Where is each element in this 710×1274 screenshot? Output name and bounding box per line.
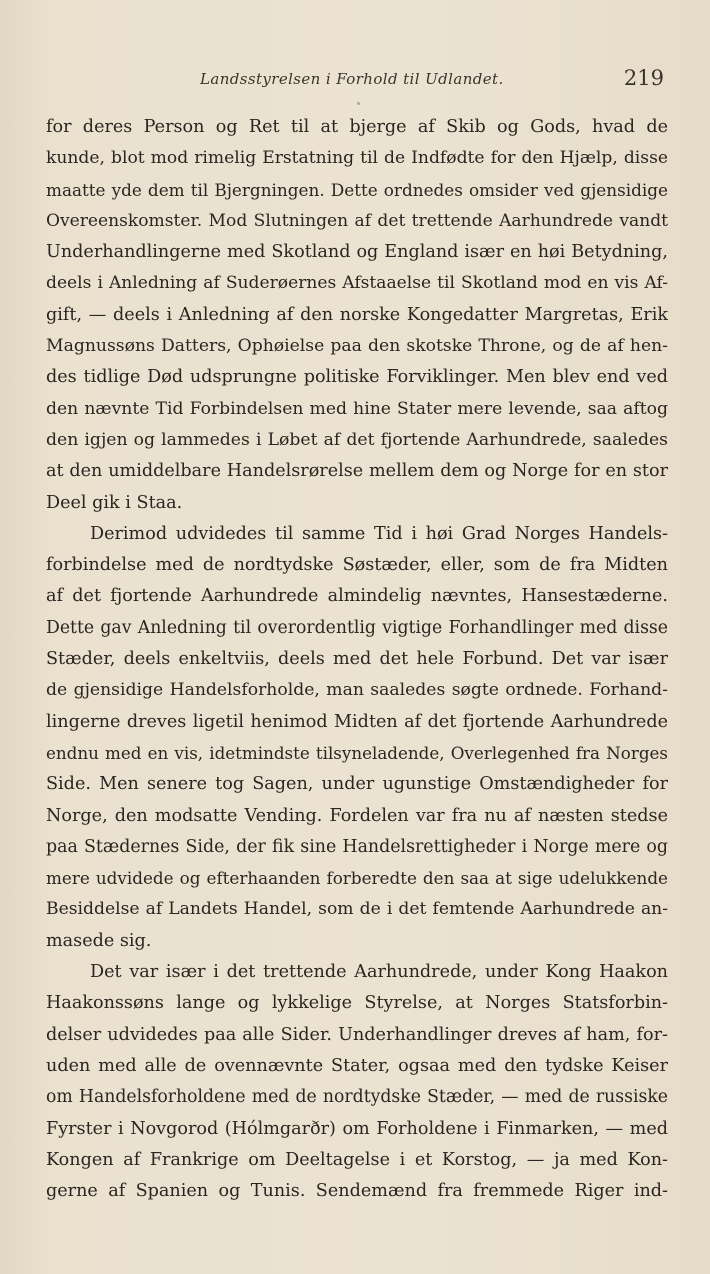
text-line: Dette gav Anledning til overordentlig vigtige Forhandlinger med disse xyxy=(46,617,668,638)
text-line: Besiddelse af Landets Handel, som de i det femtende Aarhundrede an- xyxy=(46,899,668,920)
paragraph-end-line: masede sig. xyxy=(46,930,152,951)
text-line: Norge, den modsatte Vending. Fordelen var fra nu af næsten stedse xyxy=(46,805,668,826)
paragraph-start-line: Derimod udvidedes til samme Tid i høi Grad Norges Handels- xyxy=(90,523,668,544)
text-line: Magnussøns Datters, Ophøielse paa den skotske Throne, og de af hen- xyxy=(46,336,668,357)
text-line: af det fjortende Aarhundrede almindelig nævntes, Hansestæderne. xyxy=(46,586,668,607)
text-line: Fyrster i Novgorod (Hólmgarðr) om Forholdene i Finmarken, — med xyxy=(46,1118,668,1139)
text-line: Stæder, deels enkeltviis, deels med det hele Forbund. Det var især xyxy=(46,649,668,670)
text-line: mere udvidede og efterhaanden forberedte den saa at sige udelukkende xyxy=(46,868,668,889)
text-line: gerne af Spanien og Tunis. Sendemænd fra fremmede Riger ind- xyxy=(46,1181,668,1202)
paper-speck xyxy=(357,102,360,105)
text-line: delser udvidedes paa alle Sider. Underhandlinger dreves af ham, for- xyxy=(46,1024,668,1045)
page-number: 219 xyxy=(623,66,664,90)
text-line: Haakonssøns lange og lykkelige Styrelse, at Norges Statsforbin- xyxy=(46,993,668,1014)
text-line: maatte yde dem til Bjergningen. Dette ordnedes omsider ved gjensidige xyxy=(46,179,668,200)
text-line: Kongen af Frankrige om Deeltagelse i et Korstog, — ja med Kon- xyxy=(46,1149,668,1170)
text-line: forbindelse med de nordtydske Søstæder, eller, som de fra Midten xyxy=(46,555,668,576)
text-line: Side. Men senere tog Sagen, under ugunstige Omstændigheder for xyxy=(46,774,668,795)
text-line: at den umiddelbare Handelsrørelse mellem dem og Norge for en stor xyxy=(46,461,668,482)
text-line: des tidlige Død udsprungne politiske Forviklinger. Men blev end ved xyxy=(46,367,668,388)
text-line: Overeenskomster. Mod Slutningen af det trettende Aarhundrede vandt xyxy=(46,210,668,231)
text-line: endnu med en vis, idetmindste tilsyneladende, Overlegenhed fra Norges xyxy=(46,742,668,763)
text-line: deels i Anledning af Suderøernes Afstaaelse til Skotland mod en vis Af- xyxy=(46,273,668,294)
text-line: gift, — deels i Anledning af den norske Kongedatter Margretas, Erik xyxy=(46,304,668,325)
text-line: den igjen og lammedes i Løbet af det fjortende Aarhundrede, saaledes xyxy=(46,429,668,450)
running-title: Landsstyrelsen i Forhold til Udlandet. xyxy=(200,70,504,88)
text-line: paa Stædernes Side, der fik sine Handelsrettigheder i Norge mere og xyxy=(46,836,668,857)
text-line: uden med alle de ovennævnte Stater, ogsaa med den tydske Keiser xyxy=(46,1055,668,1076)
text-line: de gjensidige Handelsforholde, man saaledes søgte ordnede. Forhand- xyxy=(46,680,668,701)
text-line: lingerne dreves ligetil henimod Midten af det fjortende Aarhundrede xyxy=(46,711,668,732)
running-head xyxy=(0,66,710,96)
paragraph-start-line: Det var især i det trettende Aarhundrede, under Kong Haakon xyxy=(90,962,668,983)
paragraph-end-line: Deel gik i Staa. xyxy=(46,492,183,513)
body-text xyxy=(46,112,668,1207)
text-line: den nævnte Tid Forbindelsen med hine Stater mere levende, saa aftog xyxy=(46,398,668,419)
text-line: Underhandlingerne med Skotland og England især en høi Betydning, xyxy=(46,242,668,263)
text-line: kunde, blot mod rimelig Erstatning til de Indfødte for den Hjælp, disse xyxy=(46,148,668,169)
text-line: om Handelsforholdene med de nordtydske Stæder, — med de russiske xyxy=(46,1087,668,1108)
text-line: for deres Person og Ret til at bjerge af Skib og Gods, hvad de xyxy=(46,117,668,137)
